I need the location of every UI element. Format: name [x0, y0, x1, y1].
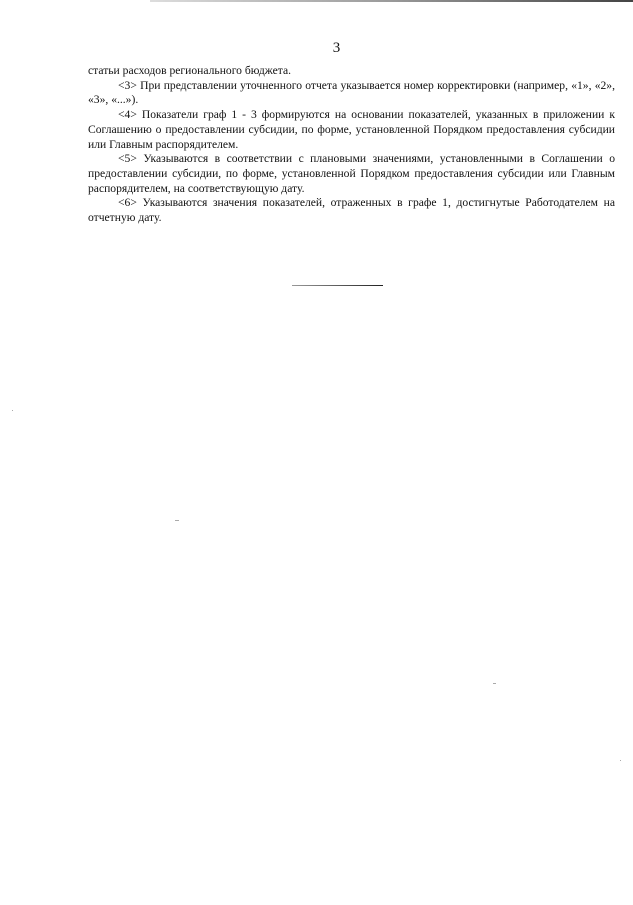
- separator-line: [292, 285, 383, 286]
- scan-top-edge: [150, 0, 633, 2]
- page-number: 3: [332, 40, 341, 56]
- paragraph-continuation: статьи расходов регионального бюджета.: [88, 64, 291, 77]
- scan-speck: [175, 520, 179, 521]
- scan-speck: [620, 760, 621, 761]
- footnotes-text: [88, 64, 615, 226]
- footnote-6: <6> Указываются значения показателей, отраженных в графе 1, достигнутые Работодателем на отчетную дату.: [88, 196, 615, 225]
- footnote-5: <5> Указываются в соответствии с плановыми значениями, установленными в Соглашении о предоставлении субсидии, по форме, установленной Порядком предоставления субсидии или Главным распорядителем, на соответствующую дату.: [88, 152, 615, 195]
- scan-speck: [493, 683, 496, 684]
- footnote-4: <4> Показатели граф 1 - 3 формируются на основании показателей, указанных в приложении к Соглашению о предоставлении субсидии, по форме, установленной Порядком предоставления субсидии или Главным распорядителем.: [88, 108, 615, 151]
- scan-speck: [12, 410, 13, 411]
- footnote-3: <3> При представлении уточненного отчета указывается номер корректировки (например, «1», «2», «3», «...»).: [88, 78, 615, 107]
